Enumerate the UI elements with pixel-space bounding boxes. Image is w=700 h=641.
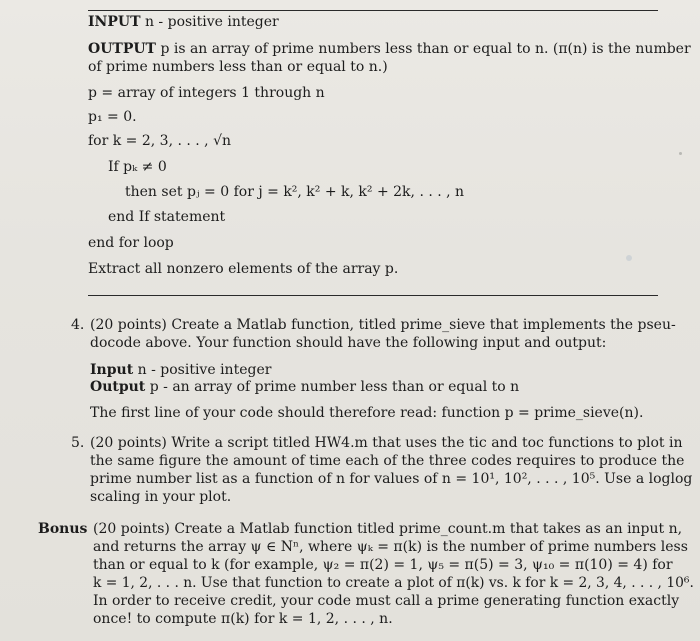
q4-line-2: docode above. Your function should have the following input and output: xyxy=(90,335,607,351)
q4-output-desc: p - an array of prime number less than or equal to n xyxy=(149,379,520,395)
algo-step-array: p = array of integers 1 through n xyxy=(88,85,325,101)
q4-input-line xyxy=(90,361,271,379)
bonus-line-2: and returns the array ψ ∈ Nⁿ, where ψₖ = π(k) is the number of prime numbers less xyxy=(93,539,688,555)
paper-speck xyxy=(626,255,632,261)
algo-step-if: If pₖ ≠ 0 xyxy=(108,159,167,175)
q4-input-label: Input xyxy=(90,362,134,378)
q4-input-desc: n - positive integer xyxy=(137,362,272,378)
q5-line-4: scaling in your plot. xyxy=(90,489,232,505)
algo-step-for: for k = 2, 3, . . . , √n xyxy=(88,133,232,149)
q5-line-1: (20 points) Write a script titled HW4.m that uses the tic and toc functions to plot in xyxy=(90,435,683,451)
algo-input-label: INPUT xyxy=(88,14,141,30)
q4-number: 4. xyxy=(71,317,85,333)
bonus-line-6: once! to compute π(k) for k = 1, 2, . . . , n. xyxy=(93,611,393,627)
top-rule xyxy=(88,10,658,11)
algo-step-endif: end If statement xyxy=(108,209,226,225)
bonus-line-1: (20 points) Create a Matlab function titled prime_count.m that takes as an input n, xyxy=(93,521,683,537)
paper-speck xyxy=(679,152,682,155)
algo-step-extract: Extract all nonzero elements of the array p. xyxy=(88,261,399,277)
algo-output-desc-1: p is an array of prime numbers less than or equal to n. (π(n) is the number xyxy=(160,41,691,57)
algo-input-desc: n - positive integer xyxy=(144,14,279,30)
bonus-label: Bonus xyxy=(38,521,88,537)
q4-line-5: The first line of your code should therefore read: function p = prime_sieve(n). xyxy=(90,405,644,421)
bonus-line-3: than or equal to k (for example, ψ₂ = π(2) = 1, ψ₅ = π(5) = 3, ψ₁₀ = π(10) = 4) for xyxy=(93,557,673,573)
bonus-line-5: In order to receive credit, your code must call a prime generating function exactly xyxy=(93,593,680,609)
algo-input-line xyxy=(88,13,279,31)
algo-output-label: OUTPUT xyxy=(88,41,156,57)
q4-line-1: (20 points) Create a Matlab function, titled prime_sieve that implements the pseu- xyxy=(90,317,676,333)
q5-line-2: the same figure the amount of time each of the three codes requires to produce the xyxy=(90,453,685,469)
algo-step-p1: p₁ = 0. xyxy=(88,109,137,125)
algo-step-then: then set pⱼ = 0 for j = k², k² + k, k² + 2k, . . . , n xyxy=(125,184,465,200)
q5-number: 5. xyxy=(71,435,85,451)
algo-step-endfor: end for loop xyxy=(88,235,174,251)
q4-output-line xyxy=(90,378,519,396)
bottom-rule xyxy=(88,295,658,296)
q5-line-3: prime number list as a function of n for values of n = 10¹, 10², . . . , 10⁵. Use a loglog xyxy=(90,471,693,487)
q4-output-label: Output xyxy=(90,379,146,395)
algo-output-line xyxy=(88,40,691,58)
algo-output-desc-2: of prime numbers less than or equal to n.) xyxy=(88,59,388,75)
bonus-line-4: k = 1, 2, . . . n. Use that function to create a plot of π(k) vs. k for k = 2, 3, 4, . . . , 10⁶. xyxy=(93,575,694,591)
